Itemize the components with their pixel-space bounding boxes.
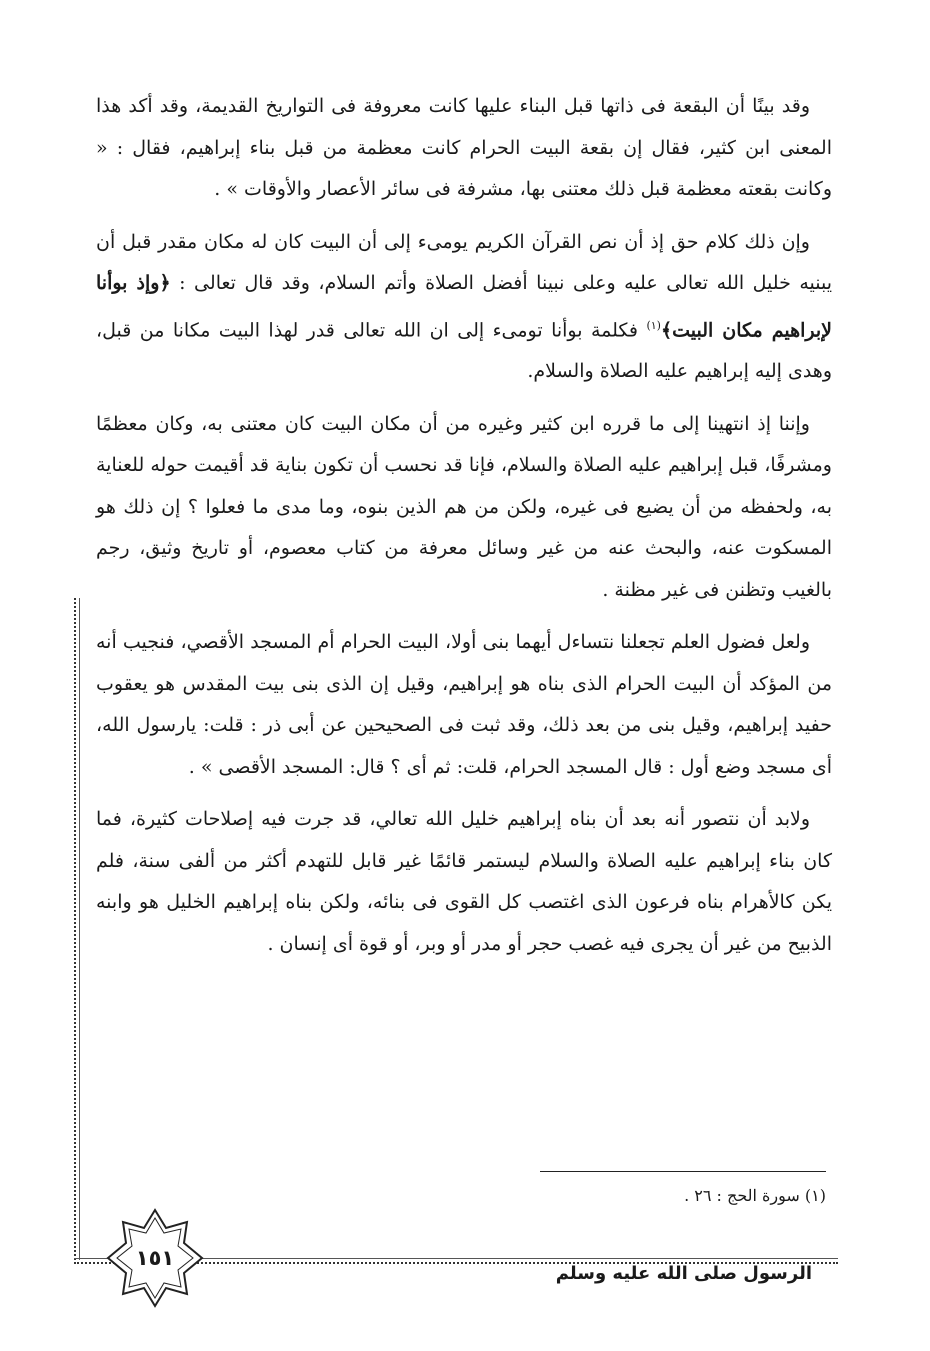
paragraph-1: وقد بينًا أن البقعة فى ذاتها قبل البناء عليها كانت معروفة فى التواريخ القديمة، وقد أكد هذا المعنى ابن كثير، فقال إن بقعة البيت الحرام كانت معظمة من قبل بناء إبراهيم، فقال : « وكانت بقعته معظمة قبل ذلك معتنى بها، مشرفة فى سائر الأعصار والأوقات » . <box>96 95 832 200</box>
body-text <box>96 86 832 976</box>
paragraph-5: ولابد أن نتصور أنه بعد أن بناه إبراهيم خليل الله تعالي، قد جرت فيه إصلاحات كثيرة، فما كان بناء إبراهيم عليه الصلاة والسلام ليستمر قائمًا غير قابل للتهدم أكثر من ألفى سنة، فلم يكن كالأهرام بناه فرعون الذى اغتصب كل القوى فى بنائه، ولكن بناه إبراهيم الخليل هو وابنه الذبيح من غير أن يجرى فيه غصب حجر أو مدر أو وبر، أو قوة أى إنسان . <box>96 808 832 955</box>
paragraph-3: وإننا إذ انتهينا إلى ما قرره ابن كثير وغيره من أن مكان البيت كان معتنى به، وكان معظمًا ومشرفًا، قبل إبراهيم عليه الصلاة والسلام، فإنا قد نحسب أن تكون بناية قد أقيمت حوله للعناية به، ولحفظه من أن يضيع فى غيره، ولكن من هم الذين بنوه، وما مدى ما فعلوا ؟ إن ذلك هو المسكوت عنه، والبحث عنه من غير وسائل معرفة من كتاب معصوم، أو تاريخ وثيق، رجم بالغيب وتظنن فى غير مظنة . <box>96 412 832 601</box>
paragraph-2-lead: وإن ذلك كلام حق إذ أن نص القرآن الكريم يومىء إلى أن البيت كان له مكان مقدر قبل أن يبنيه خليل الله تعالى عليه وعلى نبينا أفضل الصلاة وأتم السلام، وقد قال تعالى : <box>96 230 833 294</box>
footnote-reference: (١) <box>646 318 661 332</box>
paragraph-4: ولعل فضول العلم تجعلنا نتساءل أيهما بنى أولا، البيت الحرام أم المسجد الأقصي، فنجيب أنه من المؤكد أن البيت الحرام الذى بناه هو إبراهيم، وقيل إن الذى بنى بيت المقدس هو يعقوب حفيد إبراهيم، وقيل بنى من بعد ذلك، وقد ثبت فى الصحيحين عن أبى ذر : قلت: يارسول الله، أى مسجد وضع أول : قال المسجد الحرام، قلت: ثم أى ؟ قال: المسجد الأقصى » . <box>96 631 832 778</box>
running-title: الرسول صلى الله عليه وسلم <box>555 1263 812 1284</box>
frame-border-left <box>74 598 80 1260</box>
quran-quote: ﴿وإذ بوأنا لإبراهيم مكان البيت﴾ <box>96 272 833 341</box>
page-number: ١٥١ <box>135 1246 175 1270</box>
footnote: (١) سورة الحج : ٢٦ . <box>684 1186 826 1205</box>
page-number-badge <box>105 1206 205 1310</box>
footnote-separator <box>540 1171 826 1172</box>
paragraph-2 <box>96 222 832 393</box>
paragraph-2-tail: فكلمة بوأنا تومىء إلى ان الله تعالى قدر لهذا البيت مكانا من قبل، وهدى إليه إبراهيم عليه الصلاة والسلام. <box>96 318 832 383</box>
